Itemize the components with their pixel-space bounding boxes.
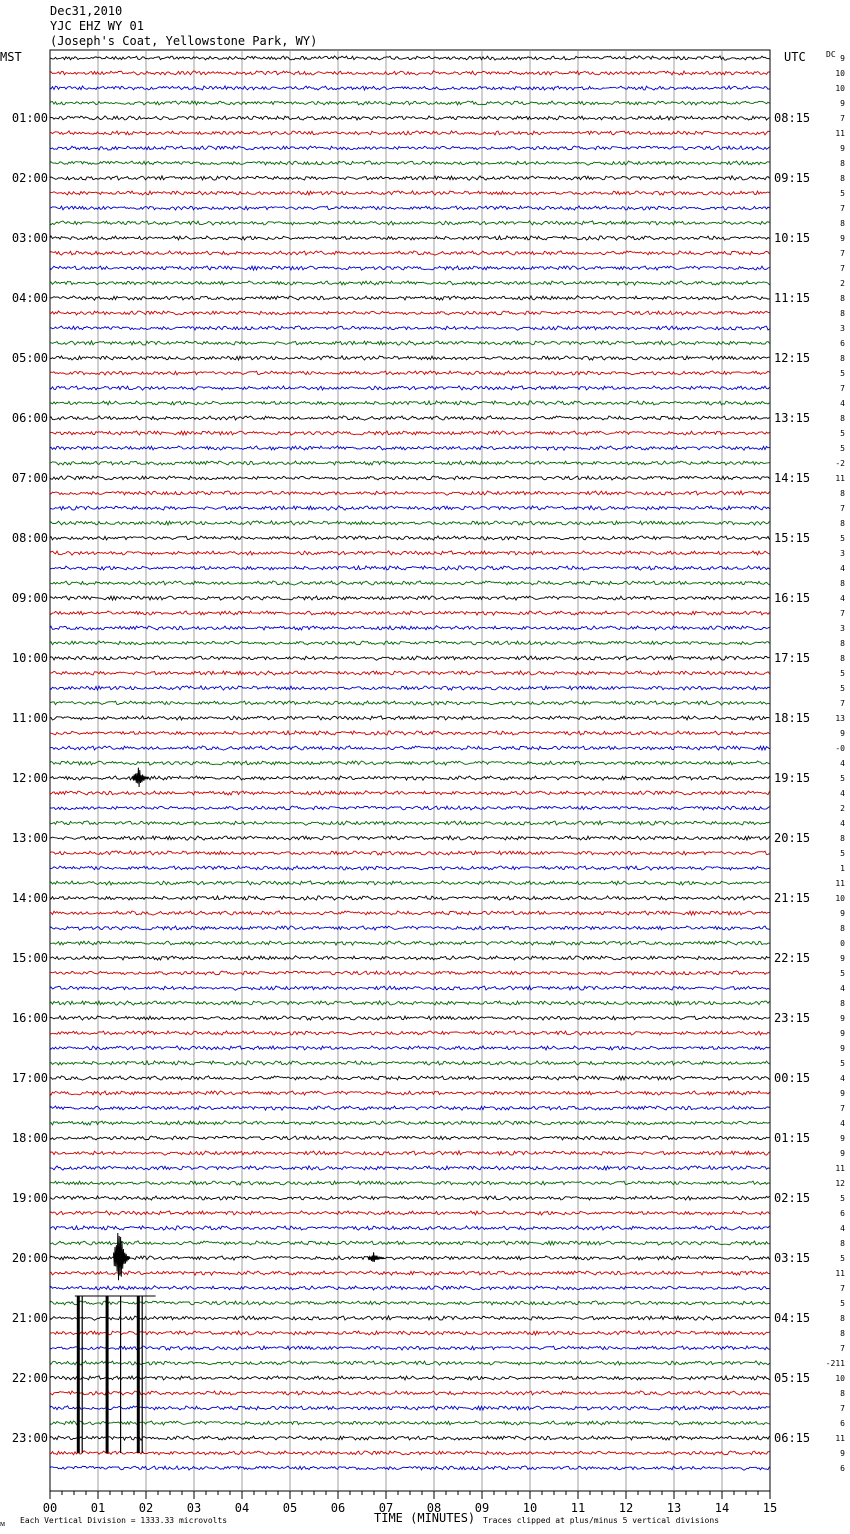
trace-row bbox=[50, 926, 770, 930]
dc-offset-label: 11 bbox=[835, 1434, 845, 1443]
clipped-trace-segment bbox=[82, 1296, 83, 1453]
left-hour-label: 05:00 bbox=[11, 351, 48, 365]
trace-row bbox=[50, 1376, 770, 1380]
dc-offset-label: 10 bbox=[835, 894, 845, 903]
dc-offset-label: 7 bbox=[840, 699, 845, 708]
trace-row bbox=[50, 206, 770, 210]
trace-row bbox=[50, 701, 770, 705]
dc-offset-label: 4 bbox=[840, 1224, 845, 1233]
trace-row bbox=[50, 986, 770, 990]
trace-row bbox=[50, 1316, 770, 1320]
right-hour-label: 17:15 bbox=[774, 651, 811, 665]
trace-row bbox=[50, 791, 770, 795]
left-hour-label: 19:00 bbox=[11, 1191, 48, 1205]
left-hour-label: 22:00 bbox=[11, 1371, 48, 1385]
left-hour-label: 14:00 bbox=[11, 891, 48, 905]
trace-row bbox=[50, 641, 770, 645]
trace-row bbox=[50, 326, 770, 330]
dc-offset-label: 5 bbox=[840, 429, 845, 438]
x-tick-label: 02 bbox=[138, 1501, 154, 1515]
right-hour-label: 14:15 bbox=[774, 471, 811, 485]
trace-row bbox=[50, 476, 770, 480]
dc-offset-label: 9 bbox=[840, 234, 845, 243]
right-hour-label: 15:15 bbox=[774, 531, 811, 545]
x-tick-label: 00 bbox=[42, 1501, 58, 1515]
header-station: YJC EHZ WY 01 bbox=[50, 19, 144, 33]
right-hour-label: 09:15 bbox=[774, 171, 811, 185]
trace-row bbox=[50, 86, 770, 90]
trace-row bbox=[50, 1466, 770, 1470]
dc-offset-label: 6 bbox=[840, 1464, 845, 1473]
dc-offset-label: 3 bbox=[840, 324, 845, 333]
dc-offset-label: -211 bbox=[825, 1359, 845, 1368]
trace-row bbox=[50, 1196, 770, 1200]
right-hour-label: 00:15 bbox=[774, 1071, 811, 1085]
dc-offset-label: 9 bbox=[840, 54, 845, 63]
clipped-trace-segment bbox=[142, 1296, 143, 1453]
dc-offset-label: 9 bbox=[840, 1449, 845, 1458]
trace-row bbox=[50, 371, 770, 375]
left-hour-label: 07:00 bbox=[11, 471, 48, 485]
trace-row bbox=[50, 956, 770, 960]
left-hour-label: 20:00 bbox=[11, 1251, 48, 1265]
right-hour-label: 03:15 bbox=[774, 1251, 811, 1265]
left-hour-label: 04:00 bbox=[11, 291, 48, 305]
dc-offset-label: 11 bbox=[835, 474, 845, 483]
dc-offset-label: 5 bbox=[840, 1299, 845, 1308]
trace-row bbox=[50, 521, 770, 525]
trace-row bbox=[50, 191, 770, 195]
trace-row bbox=[50, 1046, 770, 1050]
dc-offset-label: 7 bbox=[840, 1404, 845, 1413]
dc-offset-label: 4 bbox=[840, 819, 845, 828]
dc-offset-label: 2 bbox=[840, 804, 845, 813]
trace-row bbox=[50, 1001, 770, 1005]
trace-row bbox=[50, 1016, 770, 1020]
x-tick-label: 01 bbox=[90, 1501, 106, 1515]
trace-row bbox=[50, 566, 770, 570]
x-tick-label: 14 bbox=[714, 1501, 730, 1515]
right-hour-label: 06:15 bbox=[774, 1431, 811, 1445]
dc-offset-label: 10 bbox=[835, 84, 845, 93]
dc-offset-label: 4 bbox=[840, 399, 845, 408]
trace-row bbox=[50, 1301, 770, 1305]
left-hour-label: 10:00 bbox=[11, 651, 48, 665]
dc-offset-label: 10 bbox=[835, 69, 845, 78]
dc-offset-label: 9 bbox=[840, 729, 845, 738]
trace-row bbox=[50, 401, 770, 405]
dc-offset-label: 7 bbox=[840, 384, 845, 393]
right-hour-label: 08:15 bbox=[774, 111, 811, 125]
x-tick-label: 12 bbox=[618, 1501, 634, 1515]
header-location: (Joseph's Coat, Yellowstone Park, WY) bbox=[50, 34, 318, 48]
dc-offset-label: 9 bbox=[840, 1014, 845, 1023]
dc-offset-label: 5 bbox=[840, 1059, 845, 1068]
x-tick-label: 08 bbox=[426, 1501, 442, 1515]
trace-row bbox=[50, 1211, 770, 1215]
dc-offset-label: 8 bbox=[840, 294, 845, 303]
trace-row bbox=[50, 1106, 770, 1110]
trace-row bbox=[50, 56, 770, 60]
trace-row bbox=[50, 506, 770, 510]
dc-offset-label: 8 bbox=[840, 924, 845, 933]
trace-row bbox=[50, 101, 770, 105]
left-hour-label: 18:00 bbox=[11, 1131, 48, 1145]
trace-row bbox=[50, 1451, 770, 1455]
trace-row bbox=[50, 746, 770, 750]
dc-offset-label: 8 bbox=[840, 639, 845, 648]
dc-offset-label: 4 bbox=[840, 1119, 845, 1128]
trace-row bbox=[50, 296, 770, 300]
trace-row bbox=[50, 1226, 770, 1230]
x-tick-label: 13 bbox=[666, 1501, 682, 1515]
dc-offset-label: 8 bbox=[840, 159, 845, 168]
trace-row bbox=[50, 1331, 770, 1335]
trace-row bbox=[50, 836, 770, 840]
trace-row bbox=[50, 851, 770, 855]
dc-offset-label: 7 bbox=[840, 1344, 845, 1353]
trace-row bbox=[50, 1151, 770, 1155]
dc-offset-label: 5 bbox=[840, 444, 845, 453]
trace-row bbox=[50, 806, 770, 810]
trace-row bbox=[50, 221, 770, 225]
dc-offset-label: 5 bbox=[840, 189, 845, 198]
left-hour-label: 13:00 bbox=[11, 831, 48, 845]
trace-row bbox=[50, 866, 770, 870]
trace-row bbox=[50, 1406, 770, 1410]
trace-row bbox=[50, 716, 770, 720]
trace-row bbox=[50, 1346, 770, 1350]
trace-row bbox=[50, 671, 770, 675]
dc-offset-label: -2 bbox=[835, 459, 845, 468]
dc-offset-label: 4 bbox=[840, 1074, 845, 1083]
dc-offset-label: 4 bbox=[840, 594, 845, 603]
x-tick-label: 11 bbox=[570, 1501, 586, 1515]
right-hour-label: 22:15 bbox=[774, 951, 811, 965]
right-hour-label: 10:15 bbox=[774, 231, 811, 245]
right-hour-label: 23:15 bbox=[774, 1011, 811, 1025]
dc-offset-label: 8 bbox=[840, 519, 845, 528]
dc-offset-label: 7 bbox=[840, 1284, 845, 1293]
right-hour-label: 01:15 bbox=[774, 1131, 811, 1145]
left-hour-label: 01:00 bbox=[11, 111, 48, 125]
trace-row bbox=[50, 356, 770, 360]
dc-offset-label: 5 bbox=[840, 684, 845, 693]
trace-row bbox=[50, 1421, 770, 1425]
header-date: Dec31,2010 bbox=[50, 4, 123, 18]
dc-offset-label: 7 bbox=[840, 609, 845, 618]
left-hour-label: 16:00 bbox=[11, 1011, 48, 1025]
trace-row bbox=[50, 1061, 770, 1065]
right-timezone-label: UTC bbox=[784, 50, 806, 64]
dc-offset-label: 4 bbox=[840, 789, 845, 798]
division-scale-note: Each Vertical Division = 1333.33 microvolts bbox=[20, 1516, 228, 1525]
dc-offset-label: 9 bbox=[840, 1089, 845, 1098]
trace-row bbox=[50, 176, 770, 180]
trace-row bbox=[50, 971, 770, 975]
dc-offset-label: 8 bbox=[840, 174, 845, 183]
dc-offset-label: 9 bbox=[840, 1149, 845, 1158]
dc-offset-label: 5 bbox=[840, 1194, 845, 1203]
dc-offset-label: 8 bbox=[840, 1239, 845, 1248]
trace-row bbox=[50, 1391, 770, 1395]
dc-offset-label: 5 bbox=[840, 534, 845, 543]
dc-offset-label: 11 bbox=[835, 129, 845, 138]
dc-offset-label: 9 bbox=[840, 99, 845, 108]
dc-offset-label: 8 bbox=[840, 999, 845, 1008]
x-tick-label: 06 bbox=[330, 1501, 346, 1515]
dc-offset-label: 8 bbox=[840, 1314, 845, 1323]
trace-row bbox=[50, 251, 770, 255]
trace-row bbox=[50, 911, 770, 915]
dc-offset-label: 7 bbox=[840, 504, 845, 513]
dc-offset-label: 9 bbox=[840, 144, 845, 153]
trace-row bbox=[50, 626, 770, 630]
right-hour-label: 16:15 bbox=[774, 591, 811, 605]
dc-offset-label: 8 bbox=[840, 354, 845, 363]
x-tick-label: 07 bbox=[378, 1501, 394, 1515]
x-axis-title: TIME (MINUTES) bbox=[374, 1511, 476, 1525]
clipped-trace-segment bbox=[120, 1296, 121, 1453]
right-hour-label: 12:15 bbox=[774, 351, 811, 365]
dc-offset-label: 13 bbox=[835, 714, 845, 723]
trace-row bbox=[50, 656, 770, 660]
left-hour-label: 17:00 bbox=[11, 1071, 48, 1085]
x-tick-label: 05 bbox=[282, 1501, 298, 1515]
trace-row bbox=[50, 881, 770, 885]
dc-offset-label: 8 bbox=[840, 414, 845, 423]
dc-offset-label: 7 bbox=[840, 1104, 845, 1113]
trace-row bbox=[50, 341, 770, 345]
left-hour-label: 02:00 bbox=[11, 171, 48, 185]
dc-offset-label: 11 bbox=[835, 1269, 845, 1278]
trace-row bbox=[50, 1436, 770, 1440]
trace-row bbox=[50, 146, 770, 150]
x-tick-label: 15 bbox=[762, 1501, 778, 1515]
left-timezone-label: MST bbox=[0, 50, 22, 64]
trace-row bbox=[50, 311, 770, 315]
dc-offset-label: 11 bbox=[835, 879, 845, 888]
right-hour-label: 18:15 bbox=[774, 711, 811, 725]
x-tick-label: 09 bbox=[474, 1501, 490, 1515]
dc-offset-label: 5 bbox=[840, 369, 845, 378]
dc-offset-label: 8 bbox=[840, 654, 845, 663]
right-hour-label: 05:15 bbox=[774, 1371, 811, 1385]
trace-row bbox=[50, 1076, 770, 1080]
trace-row bbox=[50, 1031, 770, 1035]
dc-offset-label: 2 bbox=[840, 279, 845, 288]
dc-offset-label: 1 bbox=[840, 864, 845, 873]
trace-row bbox=[50, 116, 770, 120]
clipped-trace-segment bbox=[77, 1296, 80, 1453]
dc-offset-label: 8 bbox=[840, 489, 845, 498]
trace-row bbox=[50, 761, 770, 765]
trace-row bbox=[50, 611, 770, 615]
trace-row bbox=[50, 416, 770, 420]
trace-row bbox=[50, 1136, 770, 1140]
trace-row bbox=[50, 1181, 770, 1185]
left-hour-label: 15:00 bbox=[11, 951, 48, 965]
dc-offset-label: 5 bbox=[840, 849, 845, 858]
trace-row bbox=[50, 1091, 770, 1095]
dc-offset-label: 8 bbox=[840, 309, 845, 318]
dc-offset-label: 8 bbox=[840, 834, 845, 843]
dc-offset-label: 4 bbox=[840, 564, 845, 573]
trace-row bbox=[50, 896, 770, 900]
trace-row bbox=[50, 1241, 770, 1245]
trace-row bbox=[50, 71, 770, 75]
dc-offset-label: 3 bbox=[840, 624, 845, 633]
trace-row bbox=[50, 281, 770, 285]
trace-row bbox=[50, 686, 770, 690]
trace-row bbox=[50, 1361, 770, 1365]
dc-offset-label: 8 bbox=[840, 1389, 845, 1398]
right-hour-label: 02:15 bbox=[774, 1191, 811, 1205]
clipping-note: Traces clipped at plus/minus 5 vertical divisions bbox=[483, 1516, 720, 1525]
logo-mark: ᴍ bbox=[0, 1519, 6, 1528]
right-hour-label: 20:15 bbox=[774, 831, 811, 845]
dc-offset-label: 4 bbox=[840, 984, 845, 993]
dc-offset-label: -0 bbox=[835, 744, 845, 753]
trace-row bbox=[50, 461, 770, 465]
left-hour-label: 21:00 bbox=[11, 1311, 48, 1325]
trace-row bbox=[50, 776, 770, 780]
dc-offset-label: 0 bbox=[840, 939, 845, 948]
trace-row bbox=[50, 536, 770, 540]
dc-offset-label: 10 bbox=[835, 1374, 845, 1383]
dc-offset-label: 9 bbox=[840, 909, 845, 918]
dc-offset-label: 7 bbox=[840, 204, 845, 213]
x-tick-label: 04 bbox=[234, 1501, 250, 1515]
dc-offset-label: 5 bbox=[840, 774, 845, 783]
trace-row bbox=[50, 491, 770, 495]
right-hour-label: 04:15 bbox=[774, 1311, 811, 1325]
clipped-trace-segment bbox=[106, 1296, 109, 1453]
trace-row bbox=[50, 386, 770, 390]
trace-row bbox=[50, 731, 770, 735]
dc-offset-label: 9 bbox=[840, 1029, 845, 1038]
trace-row bbox=[50, 1271, 770, 1275]
x-tick-label: 10 bbox=[522, 1501, 538, 1515]
dc-offset-label: 6 bbox=[840, 1419, 845, 1428]
seismic-event bbox=[133, 768, 149, 787]
right-hour-label: 11:15 bbox=[774, 291, 811, 305]
left-hour-label: 06:00 bbox=[11, 411, 48, 425]
trace-row bbox=[50, 266, 770, 270]
left-hour-label: 09:00 bbox=[11, 591, 48, 605]
x-tick-label: 03 bbox=[186, 1501, 202, 1515]
trace-row bbox=[50, 596, 770, 600]
right-hour-label: 21:15 bbox=[774, 891, 811, 905]
right-hour-label: 19:15 bbox=[774, 771, 811, 785]
dc-offset-label: 4 bbox=[840, 759, 845, 768]
trace-row bbox=[50, 431, 770, 435]
left-hour-label: 23:00 bbox=[11, 1431, 48, 1445]
trace-row bbox=[50, 551, 770, 555]
dc-offset-label: 7 bbox=[840, 114, 845, 123]
left-hour-label: 08:00 bbox=[11, 531, 48, 545]
dc-offset-label: 6 bbox=[840, 1209, 845, 1218]
dc-offset-label: 3 bbox=[840, 549, 845, 558]
dc-offset-label: 7 bbox=[840, 249, 845, 258]
trace-row bbox=[50, 1256, 770, 1260]
dc-offset-label: 5 bbox=[840, 1254, 845, 1263]
seismic-event bbox=[368, 1252, 384, 1262]
trace-row bbox=[50, 1286, 770, 1290]
clipped-trace-segment bbox=[137, 1296, 140, 1453]
dc-offset-label: 8 bbox=[840, 1329, 845, 1338]
plot-frame bbox=[50, 50, 770, 1491]
dc-offset-label: 8 bbox=[840, 579, 845, 588]
trace-row bbox=[50, 446, 770, 450]
trace-row bbox=[50, 161, 770, 165]
trace-row bbox=[50, 236, 770, 240]
dc-offset-label: 5 bbox=[840, 669, 845, 678]
trace-row bbox=[50, 1121, 770, 1125]
dc-offset-label: 8 bbox=[840, 219, 845, 228]
trace-row bbox=[50, 1166, 770, 1170]
trace-row bbox=[50, 941, 770, 945]
left-hour-label: 03:00 bbox=[11, 231, 48, 245]
trace-row bbox=[50, 821, 770, 825]
dc-offset-label: 6 bbox=[840, 339, 845, 348]
dc-offset-label: 9 bbox=[840, 1044, 845, 1053]
dc-offset-label: 12 bbox=[835, 1179, 845, 1188]
dc-offset-label: 5 bbox=[840, 969, 845, 978]
dc-offset-label: 11 bbox=[835, 1164, 845, 1173]
trace-row bbox=[50, 581, 770, 585]
dc-offset-label: 9 bbox=[840, 954, 845, 963]
dc-offset-label: 9 bbox=[840, 1134, 845, 1143]
dc-offset-label: 7 bbox=[840, 264, 845, 273]
right-hour-label: 13:15 bbox=[774, 411, 811, 425]
left-hour-label: 11:00 bbox=[11, 711, 48, 725]
left-hour-label: 12:00 bbox=[11, 771, 48, 785]
trace-row bbox=[50, 131, 770, 135]
dc-header-label: DC bbox=[826, 50, 836, 59]
